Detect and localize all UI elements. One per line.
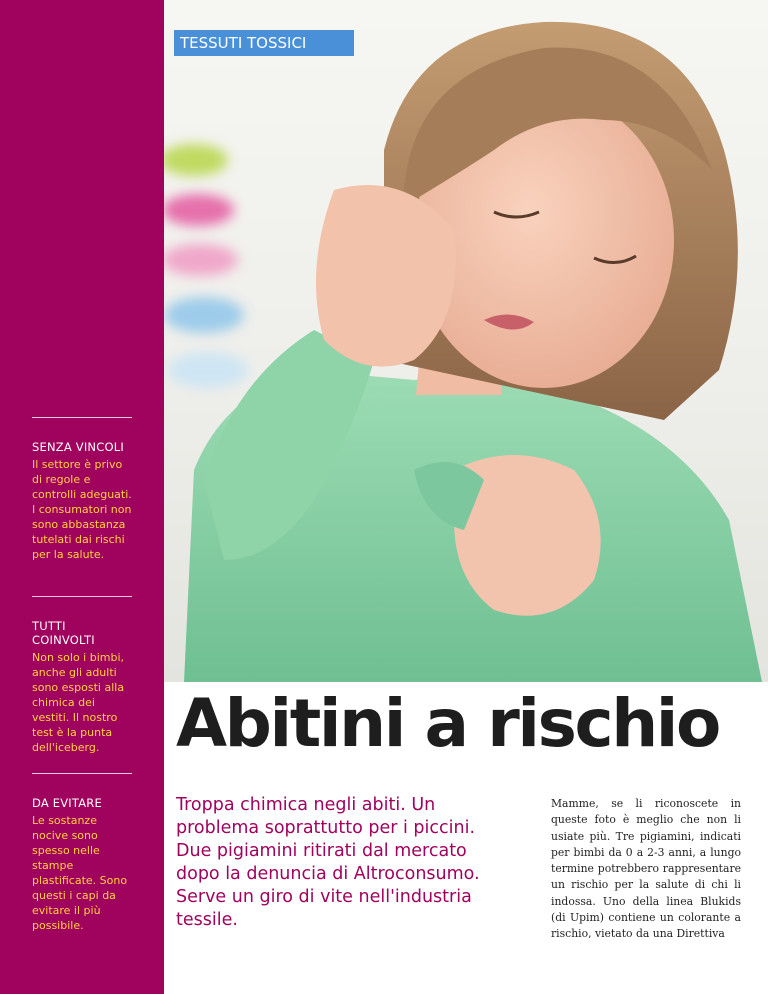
sidebar-block-title: DA EVITARE	[32, 796, 102, 810]
sidebar-block-da-evitare	[32, 773, 132, 933]
child-photo	[164, 0, 768, 682]
sidebar-divider	[32, 417, 132, 418]
sidebar-block-title: SENZA VINCOLI	[32, 440, 124, 454]
article-body: Mamme, se li riconoscete in queste foto è meglio che non li usiate più. Tre pigiamini, indicati per bimbi da 0 a 2-3 anni, a lungo termine potrebbero rappresentare un rischio per la salute di chi li indossa. Uno della linea Blukids (di Upim) contiene un colorante a rischio, vietato da una Direttiva	[551, 797, 741, 941]
sidebar-block-body: Il settore è privo di regole e controlli adeguati. I consumatori non sono abbastanza tutelati dai rischi per la salute.	[32, 458, 132, 561]
sidebar-block-senza-vincoli	[32, 417, 132, 562]
article-headline: Abitini a rischio	[176, 685, 719, 762]
sidebar-block-body: Non solo i bimbi, anche gli adulti sono esposti alla chimica dei vestiti. Il nostro test è la punta dell'iceberg.	[32, 651, 125, 754]
sidebar-divider	[32, 773, 132, 774]
sidebar-block-tutti-coinvolti	[32, 596, 132, 755]
section-tag: TESSUTI TOSSICI	[174, 30, 354, 56]
sidebar-block-title: TUTTI COINVOLTI	[32, 619, 95, 647]
article-lead: Troppa chimica negli abiti. Un problema soprattutto per i piccini. Due pigiamini ritirati dal mercato dopo la denuncia di Altroconsumo. Serve un giro di vite nell'industria tessile.	[176, 795, 480, 930]
sidebar-divider	[32, 596, 132, 597]
sidebar-block-body: Le sostanze nocive sono spesso nelle stampe plastificate. Sono questi i capi da evitare il più possibile.	[32, 814, 128, 932]
